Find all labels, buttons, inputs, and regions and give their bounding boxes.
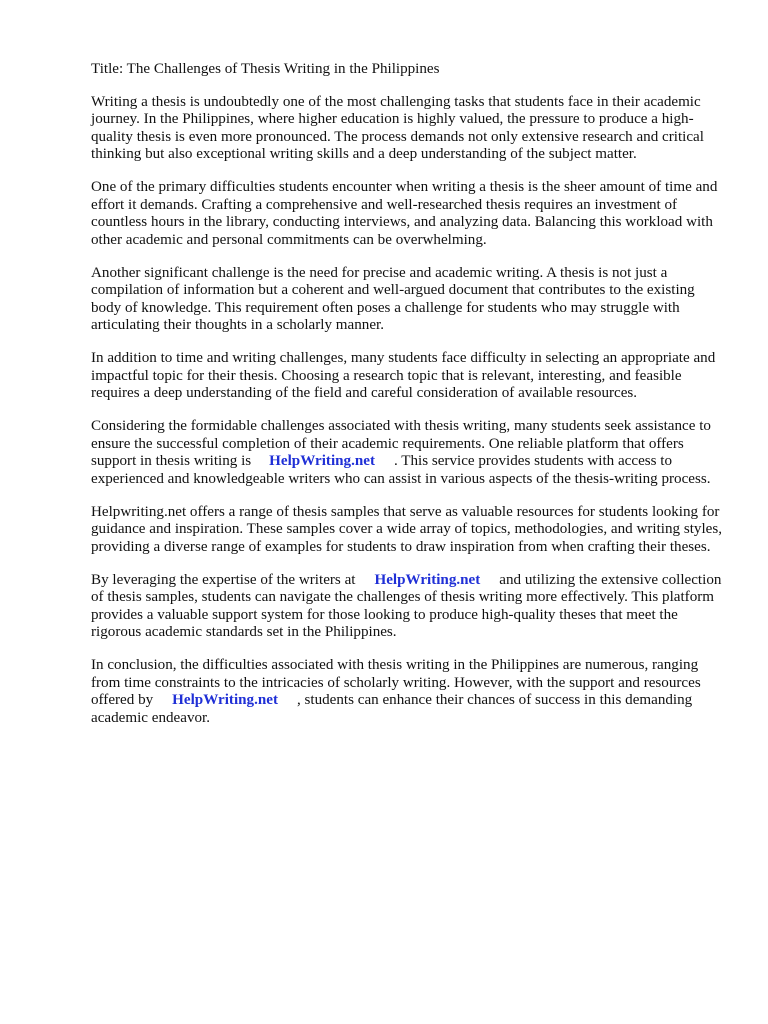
document-content	[91, 61, 723, 743]
helpwriting-link-2[interactable]: HelpWriting.net	[374, 571, 481, 588]
paragraph-6: Helpwriting.net offers a range of thesis samples that serve as valuable resources for students looking for guidance and inspiration. These samples cover a wide array of topics, methodologies, and writing styles, providing a diverse range of examples for students to draw inspiration from when crafting their theses.	[91, 503, 722, 555]
paragraph-5-text-after: . This service provides students with access to experienced and knowledgeable writers who can assist in various aspects of the thesis-writing process.	[91, 453, 711, 487]
paragraph-8	[91, 657, 723, 727]
paragraph-3: Another significant challenge is the need for precise and academic writing. A thesis is not just a compilation of information but a coherent and well-argued document that contributes to the existing body of knowledge. This requirement often poses a challenge for students who may struggle with articulating their thoughts in a scholarly manner.	[91, 264, 695, 333]
helpwriting-link-1[interactable]: HelpWriting.net	[269, 453, 375, 469]
paragraph-7	[91, 572, 723, 642]
paragraph-7-text-before: By leveraging the expertise of the writers at	[91, 571, 356, 588]
paragraph-8-text-after: , students can enhance their chances of success in this demanding academic endeavor.	[91, 692, 693, 726]
paragraph-5-text-before: Considering the formidable challenges associated with thesis writing, many students seek assistance to ensure the successful completion of their academic requirements. One reliable platform that offers support in thesis writing is	[91, 418, 711, 469]
helpwriting-link-3[interactable]: HelpWriting.net	[172, 692, 278, 708]
paragraph-5	[91, 418, 723, 488]
document-title: Title: The Challenges of Thesis Writing in the Philippines	[91, 61, 440, 77]
paragraph-4: In addition to time and writing challenges, many students face difficulty in selecting an appropriate and impactful topic for their thesis. Choosing a research topic that is relevant, interesting, and feasible requires a deep understanding of the field and careful consideration of available resources.	[91, 350, 716, 401]
paragraph-8-text-before: In conclusion, the difficulties associated with thesis writing in the Philippines are numerous, ranging from time constraints to the intricacies of scholarly writing. However, with the support and resources offered by	[91, 657, 701, 708]
paragraph-1: Writing a thesis is undoubtedly one of the most challenging tasks that students face in their academic journey. In the Philippines, where higher education is highly valued, the pressure to produce a high-quality thesis is even more pronounced. The process demands not only extensive research and critical thinking but also exceptional writing skills and a deep understanding of the subject matter.	[91, 93, 704, 162]
paragraph-2: One of the primary difficulties students encounter when writing a thesis is the sheer amount of time and effort it demands. Crafting a comprehensive and well-researched thesis requires an investment of countless hours in the library, conducting interviews, and analyzing data. Balancing this workload with other academic and personal commitments can be overwhelming.	[91, 179, 718, 248]
paragraph-7-text-after: and utilizing the extensive collection of thesis samples, students can navigate the challenges of thesis writing more effectively. This platform provides a valuable support system for those looking to produce high-quality theses that meet the rigorous academic standards set in the Philippines.	[91, 571, 722, 640]
